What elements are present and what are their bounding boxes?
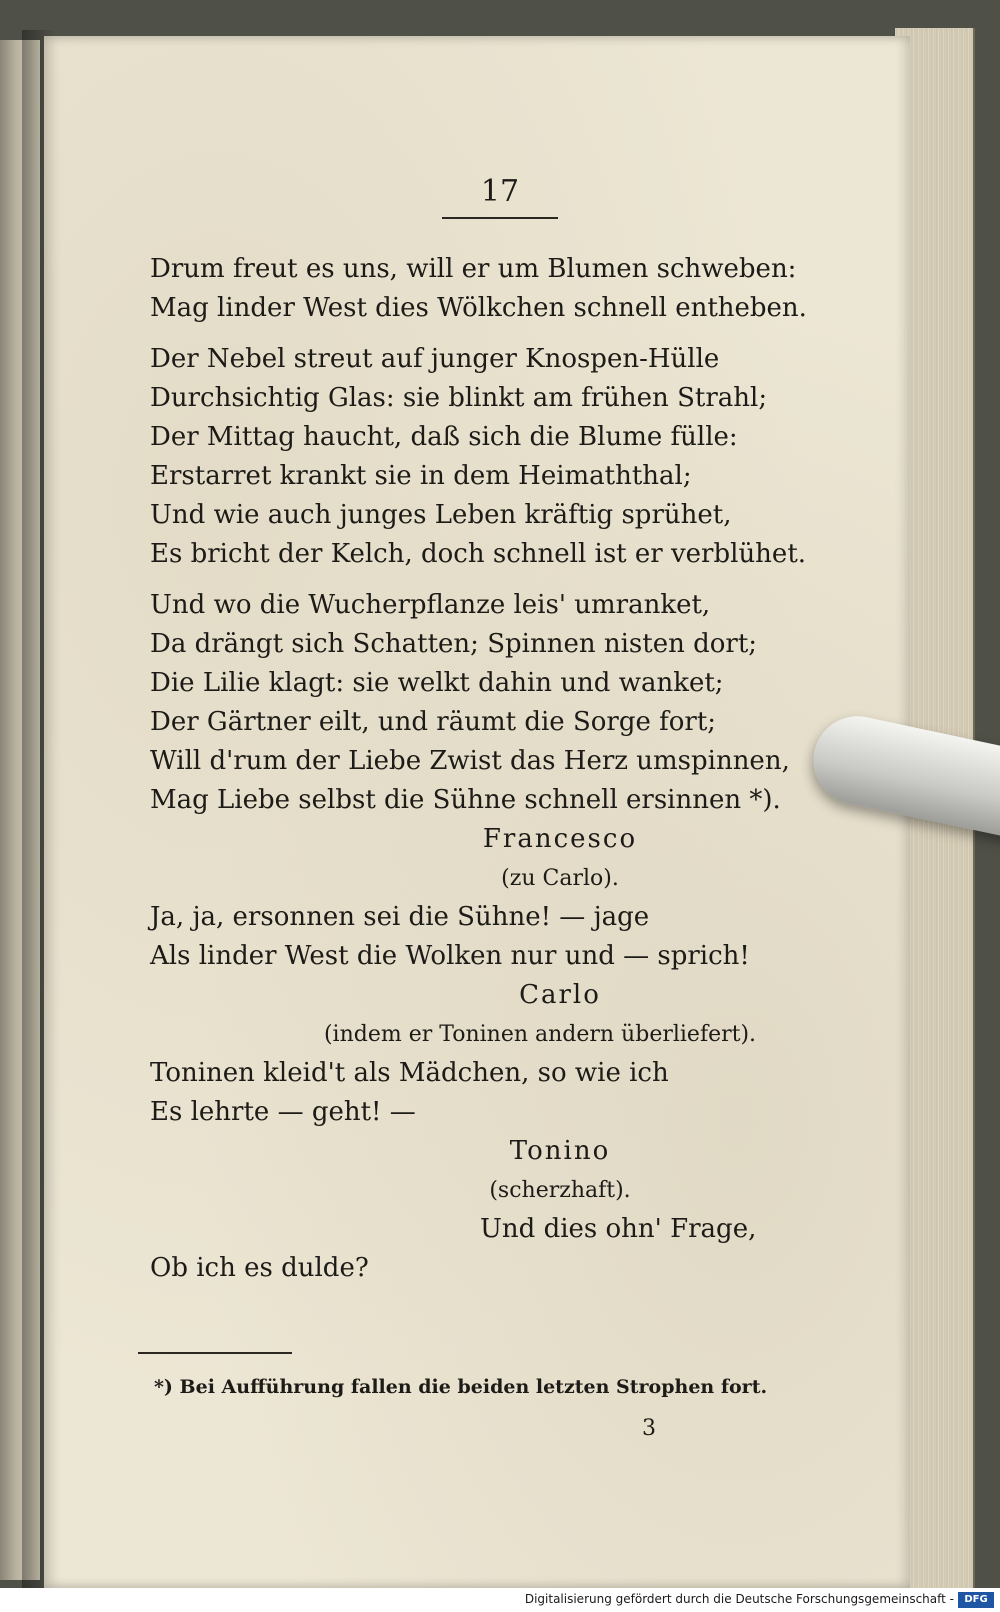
verse-line: Mag linder West dies Wölkchen schnell entheben. — [150, 293, 807, 323]
credit-text: Digitalisierung gefördert durch die Deutsche Forschungsgemeinschaft - — [524, 1592, 954, 1606]
credit-bar — [0, 1588, 1000, 1612]
verse-line: Und wie auch junges Leben kräftig sprühet, — [150, 500, 732, 530]
verse-line: Mag Liebe selbst die Sühne schnell ersinnen *). — [150, 785, 781, 815]
speech-line: Ja, ja, ersonnen sei die Sühne! — jage — [150, 902, 650, 932]
verse-line: Da drängt sich Schatten; Spinnen nisten dort; — [150, 629, 758, 659]
verse-line: Der Nebel streut auf junger Knospen-Hülle — [150, 344, 720, 374]
verse-line: Der Gärtner eilt, und räumt die Sorge fort; — [150, 707, 717, 737]
verse-line: Durchsichtig Glas: sie blinkt am frühen Strahl; — [150, 383, 768, 413]
speech-line: Ob ich es dulde? — [150, 1253, 369, 1283]
verse-line: Die Lilie klagt: sie welkt dahin und wanket; — [150, 668, 724, 698]
verse-line: Es bricht der Kelch, doch schnell ist er verblühet. — [150, 539, 807, 569]
stage-direction: (zu Carlo). — [501, 866, 619, 891]
verse-line: Und wo die Wucherpflanze leis' umranket, — [150, 590, 711, 620]
speech-line: Als linder West die Wolken nur und — sprich! — [150, 941, 750, 971]
verse-line: Will d'rum der Liebe Zwist das Herz umspinnen, — [150, 746, 790, 776]
page-number-rule — [442, 217, 558, 219]
book-page — [44, 36, 910, 1588]
poem-text — [150, 250, 850, 1288]
speech-line: Toninen kleid't als Mädchen, so wie ich — [150, 1058, 669, 1088]
stage-direction: (scherzhaft). — [489, 1178, 631, 1203]
verse-line: Der Mittag haucht, daß sich die Blume fülle: — [150, 422, 738, 452]
verse-line: Erstarret krankt sie in dem Heimaththal; — [150, 461, 692, 491]
signature-mark: 3 — [642, 1416, 656, 1441]
speaker-francesco: Francesco — [482, 824, 638, 854]
stage-direction: (indem er Toninen andern überliefert). — [323, 1022, 757, 1047]
page-number: 17 — [480, 174, 520, 209]
footnote: *) Bei Aufführung fallen die beiden letzten Strophen fort. — [154, 1376, 768, 1398]
speaker-carlo: Carlo — [519, 980, 601, 1010]
dfg-logo: DFG — [958, 1592, 994, 1608]
speech-line: Es lehrte — geht! — — [150, 1097, 416, 1127]
footnote-rule — [138, 1352, 292, 1354]
speech-line: Und dies ohn' Frage, — [480, 1214, 757, 1244]
verse-line: Drum freut es uns, will er um Blumen schweben: — [150, 254, 797, 284]
speaker-tonino: Tonino — [509, 1136, 611, 1166]
